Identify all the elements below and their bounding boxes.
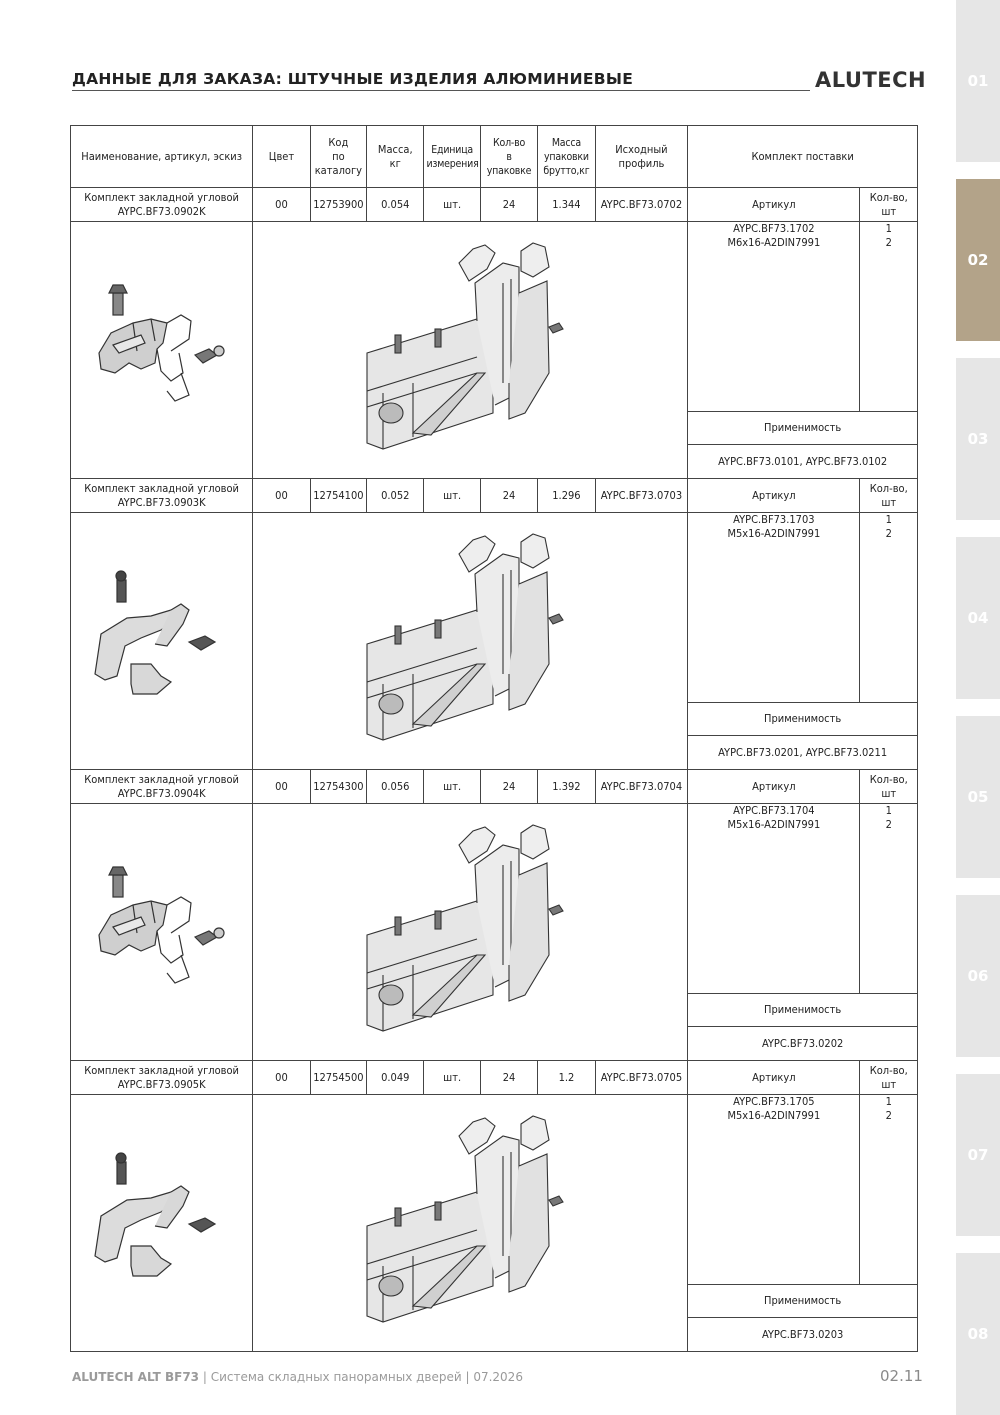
item-unit: шт. xyxy=(424,188,480,222)
applicability-label: Применимость xyxy=(688,412,918,445)
brand-logo: ALUTECH xyxy=(815,68,927,92)
col-header-unit: Единица измерения xyxy=(424,126,480,188)
item-name: Комплект закладной угловой AYPC.BF73.0903K xyxy=(71,479,253,513)
applicability-label: Применимость xyxy=(688,994,918,1027)
col-header-mass: Масса, кг xyxy=(367,126,424,188)
item-code: 12754100 xyxy=(310,479,366,513)
item-sketch xyxy=(71,513,253,770)
kit-part-qty: 1 2 xyxy=(860,222,918,412)
item-mass: 0.049 xyxy=(367,1061,424,1095)
item-profile: AYPC.BF73.0704 xyxy=(595,770,688,804)
kit-article-header: Артикул xyxy=(688,188,860,222)
assembly-drawing xyxy=(253,222,688,479)
part-sketch-image xyxy=(71,514,252,768)
applicability-value: AYPC.BF73.0201, AYPC.BF73.0211 xyxy=(688,736,918,770)
kit-qty-header: Кол-во, шт xyxy=(860,479,918,513)
sketch-row xyxy=(71,1095,918,1285)
table-row xyxy=(71,1061,918,1095)
item-qty: 24 xyxy=(480,479,537,513)
section-tab-04[interactable]: 04 xyxy=(956,537,1000,699)
page-title: ДАННЫЕ ДЛЯ ЗАКАЗА: ШТУЧНЫЕ ИЗДЕЛИЯ АЛЮМИНИЕВЫЕ xyxy=(72,70,634,88)
col-header-qty: Кол-во в упаковке xyxy=(480,126,537,188)
table-row xyxy=(71,188,918,222)
sketch-row xyxy=(71,513,918,703)
order-table xyxy=(70,125,918,1352)
item-name: Комплект закладной угловой AYPC.BF73.0902K xyxy=(71,188,253,222)
col-header-gross: Масса упаковки брутто,кг xyxy=(538,126,595,188)
item-color: 00 xyxy=(253,479,310,513)
item-qty: 24 xyxy=(480,1061,537,1095)
applicability-label: Применимость xyxy=(688,1285,918,1318)
col-header-profile: Исходный профиль xyxy=(595,126,688,188)
section-tab-07[interactable]: 07 xyxy=(956,1074,1000,1236)
item-sketch xyxy=(71,222,253,479)
kit-part-qty: 1 2 xyxy=(860,1095,918,1285)
item-gross: 1.2 xyxy=(538,1061,595,1095)
footer-product: ALUTECH ALT BF73 | Система складных панорамных дверей | 07.2026 xyxy=(72,1370,523,1384)
applicability-value: AYPC.BF73.0203 xyxy=(688,1318,918,1352)
kit-part-qty: 1 2 xyxy=(860,513,918,703)
item-code: 12754500 xyxy=(310,1061,366,1095)
section-tab-02[interactable]: 02 xyxy=(956,179,1000,341)
item-color: 00 xyxy=(253,770,310,804)
part-sketch-image xyxy=(71,805,252,1059)
kit-qty-header: Кол-во, шт xyxy=(860,770,918,804)
item-profile: AYPC.BF73.0702 xyxy=(595,188,688,222)
item-sketch xyxy=(71,1095,253,1352)
item-gross: 1.296 xyxy=(538,479,595,513)
item-unit: шт. xyxy=(424,479,480,513)
item-sketch xyxy=(71,804,253,1061)
col-header-name: Наименование, артикул, эскиз xyxy=(71,126,253,188)
applicability-label: Применимость xyxy=(688,703,918,736)
item-unit: шт. xyxy=(424,1061,480,1095)
kit-article-header: Артикул xyxy=(688,770,860,804)
kit-parts: AYPC.BF73.1703 M5x16-A2DIN7991 xyxy=(688,513,860,703)
kit-parts: AYPC.BF73.1705 M5x16-A2DIN7991 xyxy=(688,1095,860,1285)
assembly-drawing-image xyxy=(253,223,687,477)
item-code: 12754300 xyxy=(310,770,366,804)
item-profile: AYPC.BF73.0705 xyxy=(595,1061,688,1095)
col-header-kit: Комплект поставки xyxy=(688,126,918,188)
assembly-drawing-image xyxy=(253,514,687,768)
assembly-drawing xyxy=(253,513,688,770)
table-row xyxy=(71,770,918,804)
assembly-drawing-image xyxy=(253,1096,687,1350)
col-header-code: Код по каталогу xyxy=(310,126,366,188)
item-color: 00 xyxy=(253,1061,310,1095)
item-mass: 0.052 xyxy=(367,479,424,513)
section-tab-01[interactable]: 01 xyxy=(956,0,1000,162)
title-rule xyxy=(72,90,810,91)
table-header-row xyxy=(71,126,918,188)
item-name: Комплект закладной угловой AYPC.BF73.0904K xyxy=(71,770,253,804)
kit-part-qty: 1 2 xyxy=(860,804,918,994)
item-mass: 0.056 xyxy=(367,770,424,804)
kit-qty-header: Кол-во, шт xyxy=(860,1061,918,1095)
section-tab-03[interactable]: 03 xyxy=(956,358,1000,520)
item-code: 12753900 xyxy=(310,188,366,222)
sketch-row xyxy=(71,222,918,412)
item-gross: 1.344 xyxy=(538,188,595,222)
part-sketch-image xyxy=(71,223,252,477)
page-number: 02.11 xyxy=(880,1367,923,1385)
kit-parts: AYPC.BF73.1704 M5x16-A2DIN7991 xyxy=(688,804,860,994)
sketch-row xyxy=(71,804,918,994)
section-tabs xyxy=(956,0,1000,1415)
item-qty: 24 xyxy=(480,770,537,804)
assembly-drawing xyxy=(253,804,688,1061)
item-gross: 1.392 xyxy=(538,770,595,804)
col-header-color: Цвет xyxy=(253,126,310,188)
table-row xyxy=(71,479,918,513)
item-color: 00 xyxy=(253,188,310,222)
assembly-drawing-image xyxy=(253,805,687,1059)
part-sketch-image xyxy=(71,1096,252,1350)
kit-parts: AYPC.BF73.1702 M6x16-A2DIN7991 xyxy=(688,222,860,412)
section-tab-05[interactable]: 05 xyxy=(956,716,1000,878)
section-tab-06[interactable]: 06 xyxy=(956,895,1000,1057)
item-mass: 0.054 xyxy=(367,188,424,222)
kit-article-header: Артикул xyxy=(688,1061,860,1095)
item-qty: 24 xyxy=(480,188,537,222)
kit-qty-header: Кол-во, шт xyxy=(860,188,918,222)
item-unit: шт. xyxy=(424,770,480,804)
kit-article-header: Артикул xyxy=(688,479,860,513)
assembly-drawing xyxy=(253,1095,688,1352)
section-tab-08[interactable]: 08 xyxy=(956,1253,1000,1415)
applicability-value: AYPC.BF73.0202 xyxy=(688,1027,918,1061)
item-profile: AYPC.BF73.0703 xyxy=(595,479,688,513)
applicability-value: AYPC.BF73.0101, AYPC.BF73.0102 xyxy=(688,445,918,479)
item-name: Комплект закладной угловой AYPC.BF73.0905K xyxy=(71,1061,253,1095)
